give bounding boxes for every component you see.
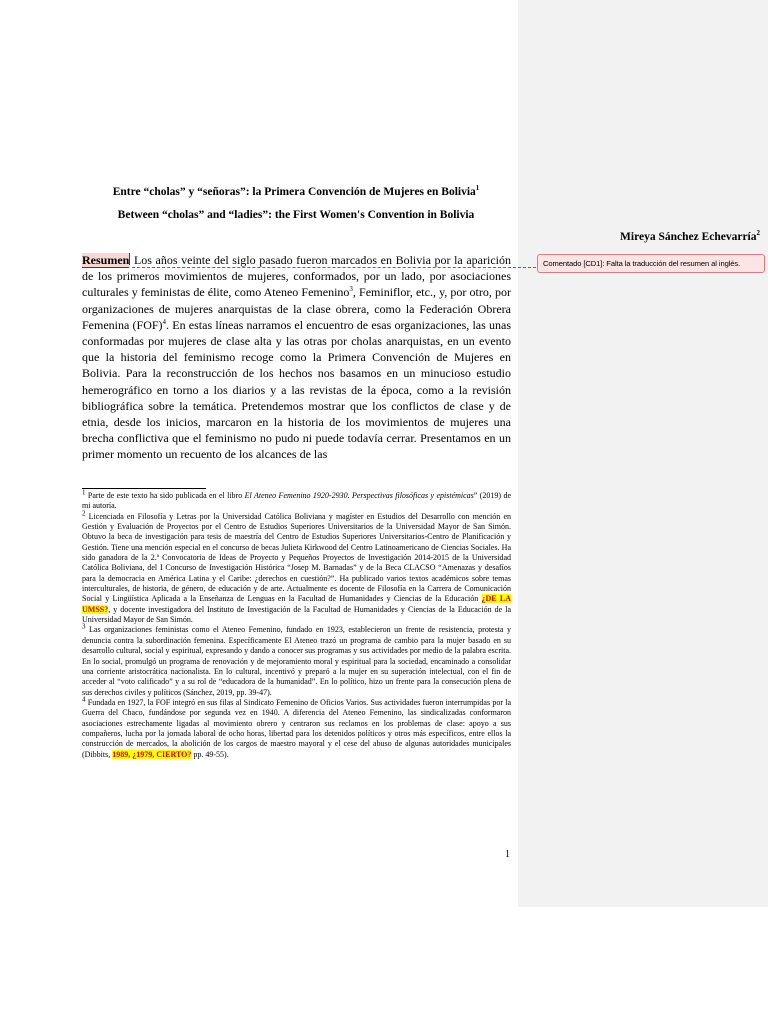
footnote-3: $^3$ Las organizaciones feministas como el Ateneo Femenino, fundado en 1923, establecieron un frente de resistencia, protesta y denuncia contra la subordinación femenina. Específicamente El Ateneo trazó un programa de cambio para la mujer basado en su desarrollo cultural, social y espiritual, expresando y dando a conocer sus programas y sus actividades por medio de la palabra escrita. En lo social, promulgó un programa de renovación y de mejoramiento moral y espiritual para la sociedad, encaminado a consolidar una corriente aristocrática nacionalista. En lo cultural, incentivó y preparó a la mujer en su superación intelectual, con el fin de acceder al “voto calificado” y a su rol de “educadora de la humanidad”. En lo político, hizo un frente para la consecución plena de sus derechos civiles y políticos (Sánchez, 2019, pp. 39-47). <box>82 622 511 697</box>
footnotes-area <box>82 488 512 760</box>
below-comments-area <box>518 907 768 1024</box>
comments-pane <box>518 0 768 907</box>
highlighted-query-umss: ¿DE LA UMSS? <box>82 594 511 614</box>
footnote-ref-1[interactable]: 1 <box>475 184 480 193</box>
comment-balloon[interactable] <box>537 254 765 273</box>
highlighted-query-year: 1989, ¿1979, CIERTO? <box>112 749 192 759</box>
title-english: Between “cholas” and “ladies”: the First Women's Convention in Bolivia <box>117 209 475 221</box>
author-name: Mireya Sánchez Echevarría$^2$ <box>620 229 760 243</box>
footnote-4: $^4$ Fundada en 1927, la FOF integró en sus filas al Sindicato Femenino de Oficios Varios. Sus actividades fueron interrumpidas por la Guerra del Chaco, fundándose por segunda vez en 1940. A diferencia del Ateneo Femenino, las sindicalizadas conformaron asociaciones estrechamente ligadas al movimiento obrero y centraron sus reclamos en los problemas de clase: apoyo a sus compañeros, lucha por la jornada laboral de ocho horas, libertad para los detenidos políticos y otros más específicos, entre ellos la construcción de mercados, la abolición de los cargos de maestro mayoral y el cese del abuso de algunas autoridades municipales (Dibbits, 1989, ¿1979, CIERTO? pp. 49-55). <box>82 695 511 759</box>
footnote-separator <box>82 488 206 489</box>
title-spanish: Entre “cholas” y “señoras”: la Primera Convención de Mujeres en Bolivia$^1$ <box>112 184 480 198</box>
footnote-1: $^1$ Parte de este texto ha sido publicada en el libro El Ateneo Femenino 1920-2930. Perspectivas filosóficas y epistémicas” (2019) de mi autoría. <box>82 488 512 511</box>
footnote-2: $^2$ Licenciada en Filosofía y Letras por la Universidad Católica Boliviana y magíster en Estudios del Desarrollo con mención en Gestión y Evaluación de Proyectos por el Centro de Estudios Superiores Universitarios de la Universidad Mayor de San Simón. Obtuvo la beca de investigación para tesis de maestría del Centro de Estudios Superiores Universitarios-Centro de Planificación y Gestión. Tiene una mención especial en el concurso de becas Julieta Kirkwood del Centro Latinoamericano de Ciencias Sociales. Ha sido ganadora de la 2.ª Convocatoria de Ideas de Proyecto y Pequeños Proyectos de Investigación 2014-2015 de la Universidad Católica Boliviana, del I Concurso de Investigación Histórica “Josep M. Barnadas” y de la Beca CLACSO “Amenazas y desafíos para la democracia en América Latina y el Caribe: ¿derechos en cuestión?”. Ha publicado varios textos académicos sobre temas interculturales, de historia, de género, de educación y de arte. Actualmente es docente de Filosofía en la Carrera de Comunicación Social y Lingüística Aplicada a la Enseñanza de Lenguas en la Facultad de Humanidades y Ciencias de la Educación ¿DE LA UMSS?, y docente investigadora del Instituto de Investigación de la Facultad de Humanidades y Ciencias de la Educación de la Universidad Mayor de San Simón. <box>82 509 511 625</box>
footnote-ref-3[interactable]: 3 <box>349 285 353 294</box>
footnote-ref-2[interactable]: 2 <box>756 229 760 238</box>
page-number: 1 <box>505 849 510 860</box>
commented-keyword[interactable]: Resumen <box>82 253 130 267</box>
footnote-ref-4[interactable]: 4 <box>162 317 167 326</box>
comment-label: Comentado [CD1]: <box>543 259 605 268</box>
comment-text: Falta la traducción del resumen al inglés. <box>604 259 741 268</box>
abstract-paragraph[interactable]: Resumen Los años veinte del siglo pasado fueron marcados en Bolivia por la aparición de los primeros movimientos de mujeres, conformados, por un lado, por asociaciones culturales y feministas de élite, como Ateneo Femenino$^3$, Feminiflor, etc., y, por otro, por organizaciones de mujeres anarquistas de la clase obrera, como la Federación Obrera Femenina (FOF)$^4$. En estas líneas narramos el encuentro de esas organizaciones, las unas conformadas por mujeres de clase alta y las otras por cholas anarquistas, en un evento que la historia del feminismo recoge como la Primera Convención de Mujeres en Bolivia. Para la reconstrucción de los hechos nos basamos en un minucioso estudio hemerográfico en torno a los diarios y a las revistas de la época, como a la revisión bibliográfica sobre la temática. Pretendemos mostrar que los conflictos de clase y de etnia, desde los inicios, marcaron en la historia de los movimientos de mujeres una brecha conflictiva que el feminismo no pudo ni puede todavía cerrar. Presentamos en un primer momento un recuento de los alcances de las <box>82 253 512 462</box>
